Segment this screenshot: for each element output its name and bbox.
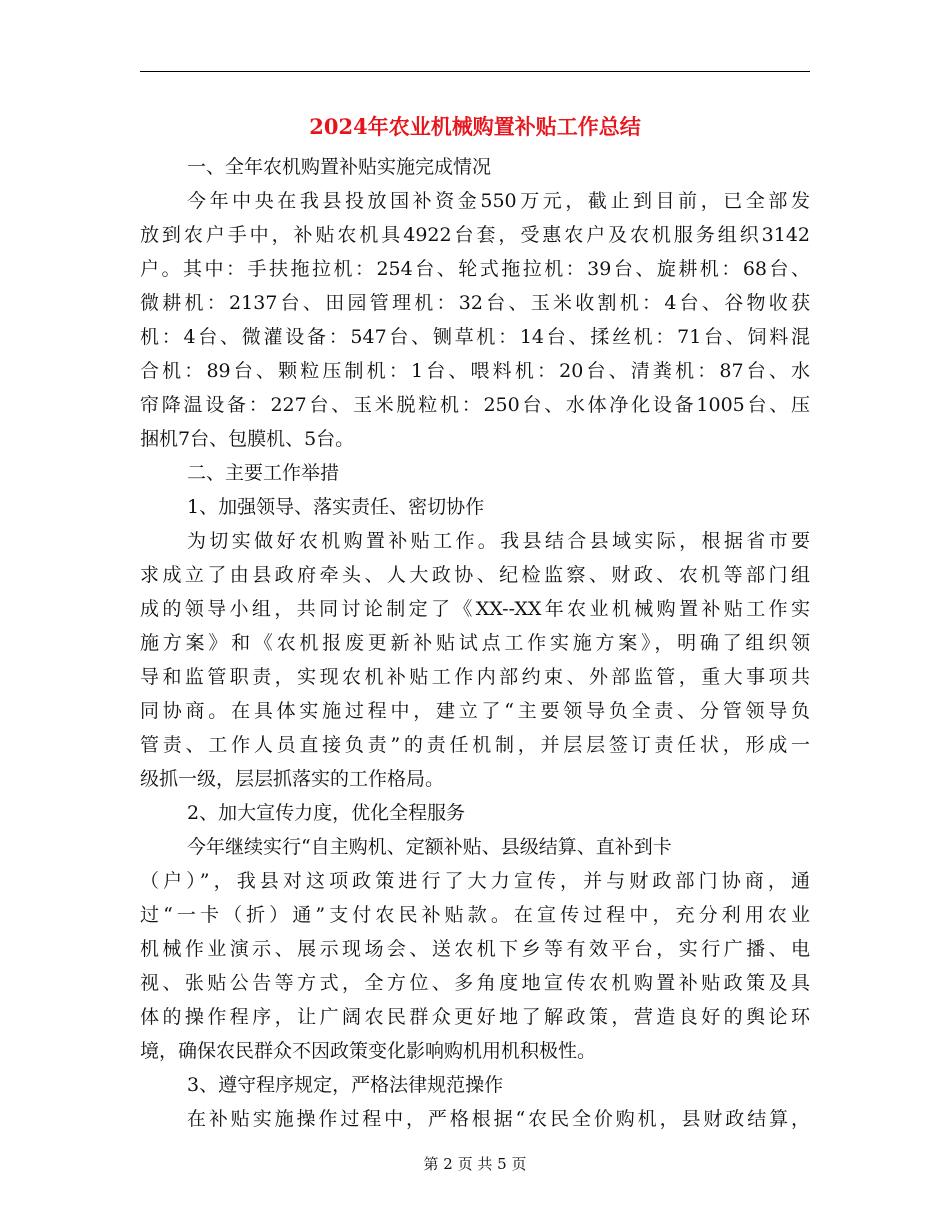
- text-line: 今年继续实行“自主购机、定额补贴、县级结算、直补到卡: [187, 836, 672, 858]
- text-line: 管责、工作人员直接负责”的责任机制，并层层签订责任状，形成一: [140, 734, 810, 756]
- document-title: 2024年农业机械购置补贴工作总结: [309, 114, 641, 139]
- text-line: 3、遵守程序规定，严格法律规范操作: [187, 1074, 504, 1096]
- text-line: 机：4台、微灌设备：547台、铡草机：14台、揉丝机：71台、饲料混: [140, 326, 810, 348]
- text-line: 微耕机：2137台、田园管理机：32台、玉米收割机：4台、谷物收获: [140, 292, 810, 314]
- text-line: 境，确保农民群众不因政策变化影响购机用机积极性。: [140, 1040, 597, 1062]
- text-line: 今年中央在我县投放国补资金550万元，截止到目前，已全部发: [187, 190, 810, 212]
- page-footer: 第 2 页 共 5 页: [423, 1155, 527, 1173]
- text-line: 施方案》和《农机报废更新补贴试点工作实施方案》，明确了组织领: [140, 632, 810, 654]
- text-line: 导和监管职责，实现农机补贴工作内部约束、外部监管，重大事项共: [140, 666, 810, 688]
- header-rule: [140, 71, 810, 72]
- text-line: 同协商。在具体实施过程中，建立了“主要领导负全责、分管领导负: [140, 700, 810, 722]
- document-body: [140, 150, 810, 1136]
- text-line: 求成立了由县政府牵头、人大政协、纪检监察、财政、农机等部门组: [140, 564, 810, 586]
- text-line: 帘降温设备：227台、玉米脱粒机：250台、水体净化设备1005台、压: [140, 394, 810, 416]
- text-line: 一、全年农机购置补贴实施完成情况: [187, 156, 492, 178]
- text-line: 视、张贴公告等方式，全方位、多角度地宣传农机购置补贴政策及具: [140, 972, 810, 994]
- text-line: 2、加大宣传力度，优化全程服务: [187, 802, 466, 824]
- text-line: 成的领导小组，共同讨论制定了《XX--XX年农业机械购置补贴工作实: [140, 598, 810, 620]
- text-line: 放到农户手中，补贴农机具4922台套，受惠农户及农机服务组织3142: [140, 224, 810, 246]
- text-line: 在补贴实施操作过程中，严格根据“农民全价购机，县财政结算，: [187, 1108, 810, 1130]
- text-line: （户）”，我县对这项政策进行了大力宣传，并与财政部门协商，通: [140, 870, 810, 892]
- text-line: 合机：89台、颗粒压制机：1台、喂料机：20台、清粪机：87台、水: [140, 360, 810, 382]
- text-line: 级抓一级，层层抓落实的工作格局。: [140, 768, 445, 790]
- text-line: 二、主要工作举措: [187, 462, 340, 484]
- text-line: 1、加强领导、落实责任、密切协作: [187, 496, 485, 518]
- text-line: 过“一卡（折）通”支付农民补贴款。在宣传过程中，充分利用农业: [140, 904, 810, 926]
- text-line: 体的操作程序，让广阔农民群众更好地了解政策，营造良好的舆论环: [140, 1006, 810, 1028]
- text-line: 机械作业演示、展示现场会、送农机下乡等有效平台，实行广播、电: [140, 938, 810, 960]
- text-line: 为切实做好农机购置补贴工作。我县结合县域实际，根据省市要: [187, 530, 810, 552]
- text-line: 捆机7台、包膜机、5台。: [140, 428, 355, 450]
- text-line: 户。其中：手扶拖拉机：254台、轮式拖拉机：39台、旋耕机：68台、: [140, 258, 810, 280]
